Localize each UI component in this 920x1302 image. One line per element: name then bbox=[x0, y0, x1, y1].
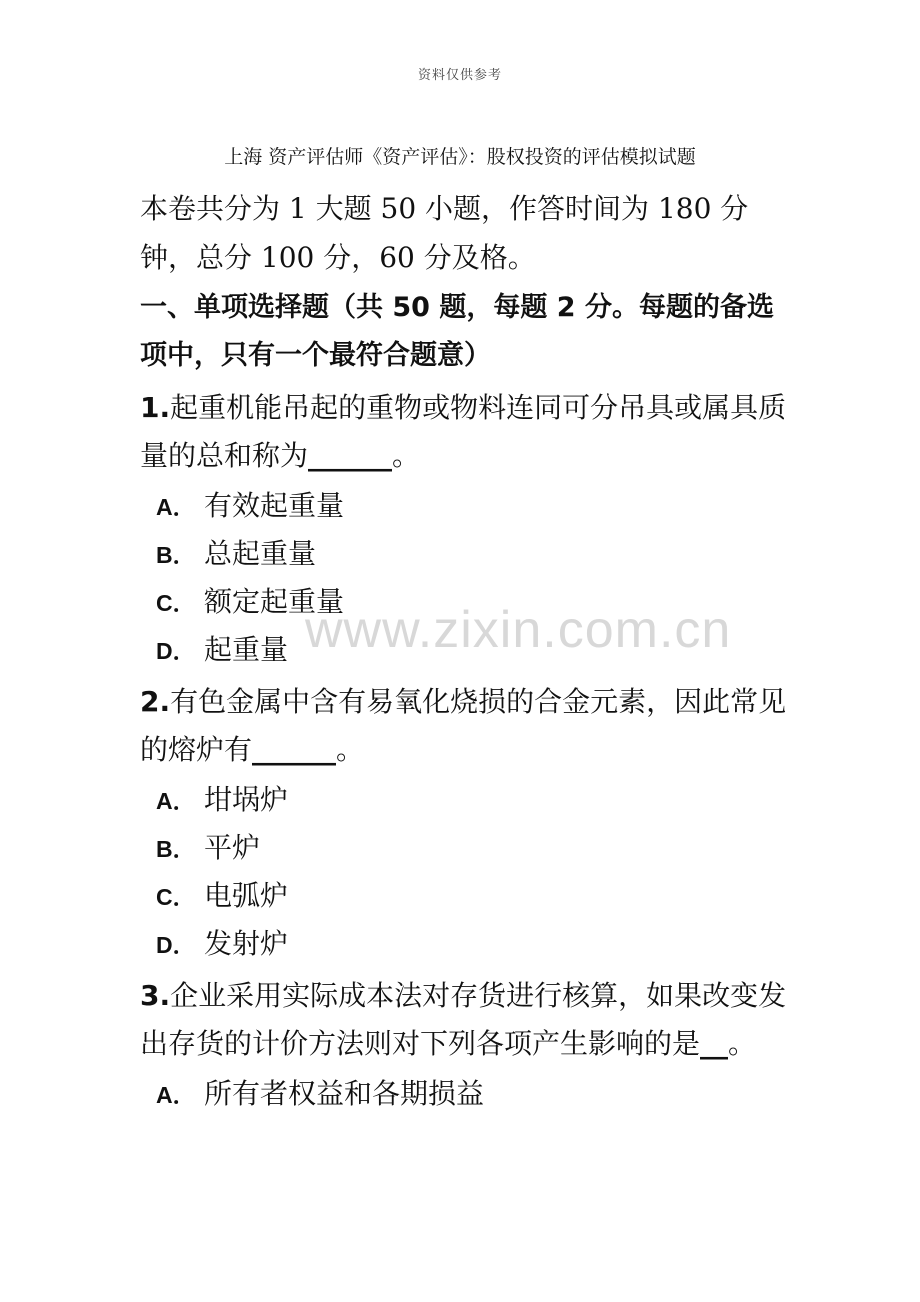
question-number: 3. bbox=[140, 979, 171, 1012]
option-text: 起重量 bbox=[204, 633, 289, 666]
option-c bbox=[140, 578, 790, 626]
question-text bbox=[140, 972, 790, 1068]
option-a bbox=[140, 482, 790, 530]
question-3 bbox=[140, 972, 790, 1118]
option-a bbox=[140, 776, 790, 824]
option-d bbox=[140, 920, 790, 968]
option-list bbox=[140, 776, 790, 968]
option-d bbox=[140, 626, 790, 674]
section-heading: 一、单项选择题（共 50 题，每题 2 分。每题的备选项中，只有一个最符合题意） bbox=[140, 292, 774, 371]
option-text: 电弧炉 bbox=[204, 879, 289, 912]
question-stem: 有色金属中含有易氧化烧损的合金元素，因此常见的熔炉有 bbox=[140, 685, 787, 766]
option-text: 坩埚炉 bbox=[204, 783, 289, 816]
option-letter: D． bbox=[156, 932, 196, 958]
option-letter: B． bbox=[156, 836, 196, 862]
option-list bbox=[140, 1070, 790, 1118]
option-letter: A． bbox=[156, 788, 196, 814]
question-2 bbox=[140, 678, 790, 968]
option-b bbox=[140, 530, 790, 578]
answer-blank: ______ bbox=[252, 733, 337, 766]
exam-intro: 本卷共分为 1 大题 50 小题，作答时间为 180 分钟，总分 100 分，60 分及格。 bbox=[140, 192, 749, 274]
question-number: 1. bbox=[140, 391, 171, 424]
document-title: 上海 资产评估师《资产评估》：股权投资的评估模拟试题 bbox=[224, 146, 696, 168]
option-letter: A． bbox=[156, 494, 196, 520]
answer-blank: __ bbox=[700, 1027, 729, 1060]
question-number: 2. bbox=[140, 685, 171, 718]
option-text: 额定起重量 bbox=[204, 585, 345, 618]
option-text: 所有者权益和各期损益 bbox=[204, 1077, 485, 1110]
answer-blank: ______ bbox=[308, 439, 393, 472]
question-1 bbox=[140, 384, 790, 674]
option-letter: C． bbox=[156, 590, 196, 616]
option-letter: C． bbox=[156, 884, 196, 910]
question-end: 。 bbox=[392, 439, 421, 472]
option-text: 平炉 bbox=[204, 831, 261, 864]
option-letter: D． bbox=[156, 638, 196, 664]
question-stem: 起重机能吊起的重物或物料连同可分吊具或属具质量的总和称为 bbox=[140, 391, 787, 472]
question-end: 。 bbox=[336, 733, 365, 766]
watermark: www.zixin.com.cn bbox=[305, 601, 732, 659]
document-body bbox=[140, 184, 790, 1122]
option-c bbox=[140, 872, 790, 920]
option-b bbox=[140, 824, 790, 872]
option-letter: B． bbox=[156, 542, 196, 568]
question-end: 。 bbox=[728, 1027, 757, 1060]
header-note: 资料仅供参考 bbox=[417, 68, 502, 83]
option-a bbox=[140, 1070, 790, 1118]
option-letter: A． bbox=[156, 1082, 196, 1108]
option-list bbox=[140, 482, 790, 674]
question-stem: 企业采用实际成本法对存货进行核算，如果改变发出存货的计价方法则对下列各项产生影响的是 bbox=[140, 979, 787, 1060]
question-text bbox=[140, 678, 790, 774]
option-text: 总起重量 bbox=[204, 537, 317, 570]
option-text: 发射炉 bbox=[204, 927, 289, 960]
question-text bbox=[140, 384, 790, 480]
option-text: 有效起重量 bbox=[204, 489, 345, 522]
